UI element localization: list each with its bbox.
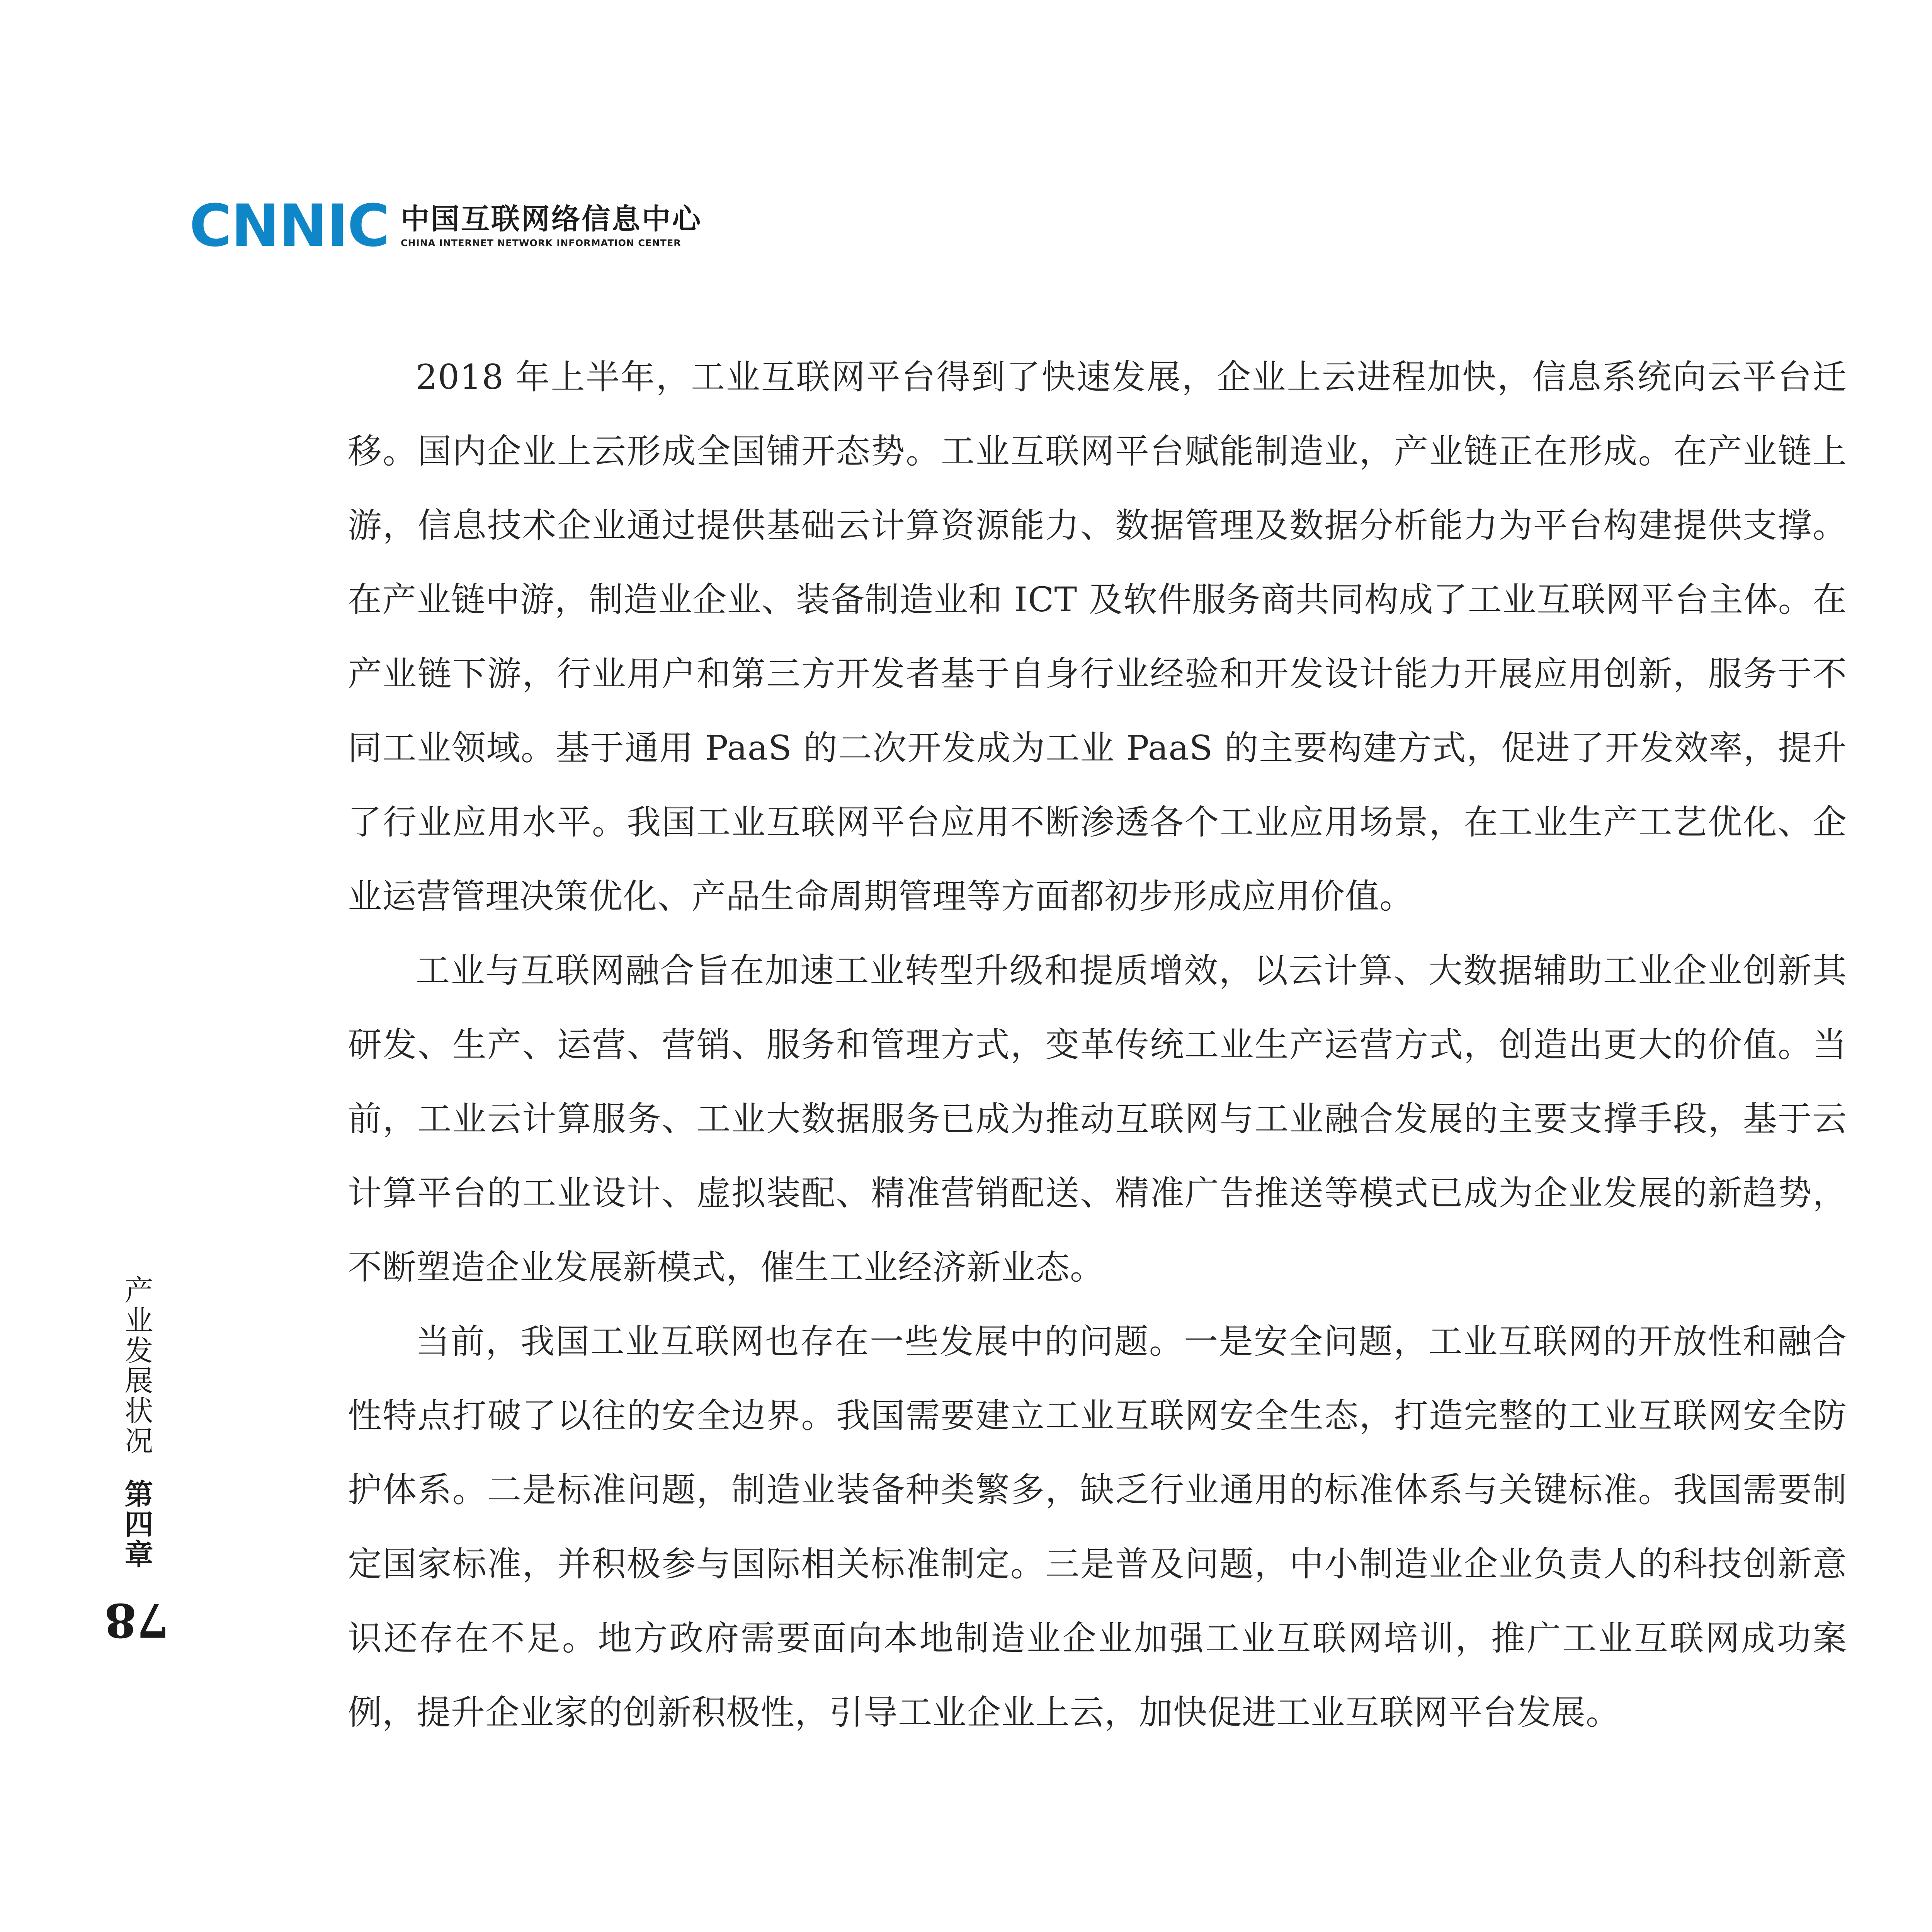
cnnic-logo [189,192,702,260]
body-text [348,340,1847,1750]
org-name-cn: 中国互联网络信息中心 [401,202,702,236]
logo-mark: CNNIC [189,192,389,260]
page-number: 78 [104,1593,169,1647]
paragraph-3: 当前，我国工业互联网也存在一些发展中的问题。一是安全问题，工业互联网的开放性和融合性特点打破了以往的安全边界。我国需要建立工业互联网安全生态，打造完整的工业互联网安全防护体系。二是标准问题，制造业装备种类繁多，缺乏行业通用的标准体系与关键标准。我国需要制定国家标准，并积极参与国际相关标准制定。三是普及问题，中小制造业企业负责人的科技创新意识还存在不足。地方政府需要面向本地制造业企业加强工业互联网培训，推广工业互联网成功案例，提升企业家的创新积极性，引导工业企业上云，加快促进工业互联网平台发展。 [348,1321,1847,1732]
logo-text [401,204,702,248]
side-tab [104,1275,169,1739]
paragraph-1: 2018 年上半年，工业互联网平台得到了快速发展，企业上云进程加快，信息系统向云平台迁移。国内企业上云形成全国铺开态势。工业互联网平台赋能制造业，产业链正在形成。在产业链上游，信息技术企业通过提供基础云计算资源能力、数据管理及数据分析能力为平台构建提供支撑。在产业链中游，制造业企业、装备制造业和 ICT 及软件服务商共同构成了工业互联网平台主体。在产业链下游，行业用户和第三方开发者基于自身行业经验和开发设计能力开展应用创新，服务于不同工业领域。基于通用 PaaS 的二次开发成为工业 PaaS 的主要构建方式，促进了开发效率，提升了行业应用水平。我国工业互联网平台应用不断渗透各个工业应用场景，在工业生产工艺优化、企业运营管理决策优化、产品生命周期管理等方面都初步形成应用价值。 [348,357,1847,916]
side-section-title: 产业发展状况 [120,1275,153,1456]
side-chapter-label: 第四章 [120,1479,153,1570]
org-name-en: CHINA INTERNET NETWORK INFORMATION CENTER [401,237,681,248]
paragraph-2: 工业与互联网融合旨在加速工业转型升级和提质增效，以云计算、大数据辅助工业企业创新其研发、生产、运营、营销、服务和管理方式，变革传统工业生产运营方式，创造出更大的价值。当前，工业云计算服务、工业大数据服务已成为推动互联网与工业融合发展的主要支撑手段，基于云计算平台的工业设计、虚拟装配、精准营销配送、精准广告推送等模式已成为企业发展的新趋势，不断塑造企业发展新模式，催生工业经济新业态。 [348,951,1847,1287]
